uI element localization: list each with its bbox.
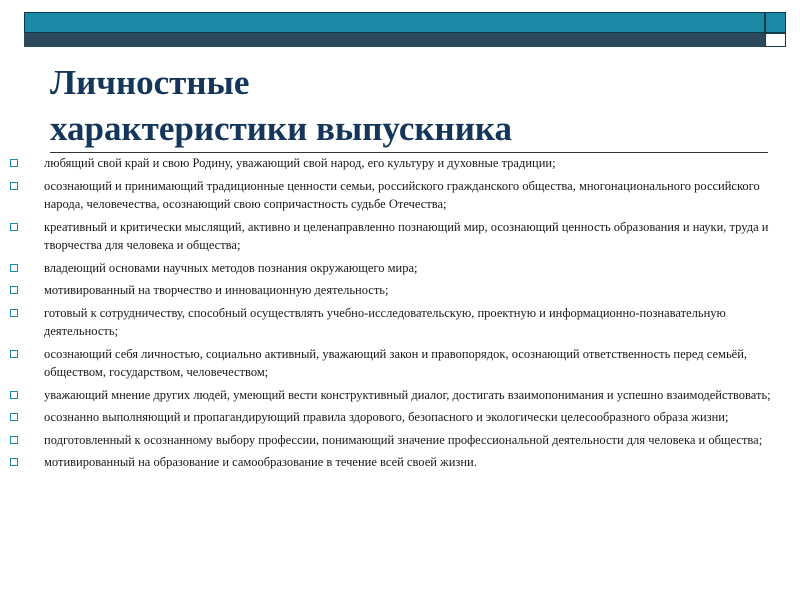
header-outline-square bbox=[765, 33, 786, 47]
square-bullet-icon bbox=[10, 391, 18, 399]
bullet-item bbox=[8, 259, 793, 278]
square-bullet-icon bbox=[10, 309, 18, 317]
square-bullet-icon bbox=[10, 413, 18, 421]
bullet-text: мотивированный на образование и самообразование в течение всей своей жизни. bbox=[44, 455, 477, 469]
title-underline bbox=[50, 152, 768, 153]
bullet-text: мотивированный на творчество и инновационную деятельность; bbox=[44, 283, 389, 297]
bullet-item bbox=[8, 154, 793, 173]
bullet-item bbox=[8, 304, 793, 341]
square-bullet-icon bbox=[10, 350, 18, 358]
bullet-item bbox=[8, 281, 793, 300]
slide-title-line-2: характеристики выпускника bbox=[50, 109, 512, 148]
bullet-item bbox=[8, 453, 793, 472]
header-teal-bar bbox=[24, 12, 765, 33]
square-bullet-icon bbox=[10, 223, 18, 231]
slide-title bbox=[50, 60, 670, 152]
square-bullet-icon bbox=[10, 264, 18, 272]
bullet-text: подготовленный к осознанному выбору профессии, понимающий значение профессиональной деятельности для человека и общества; bbox=[44, 432, 763, 447]
bullet-item bbox=[8, 408, 793, 427]
bullet-item bbox=[8, 177, 793, 214]
bullet-item bbox=[8, 218, 793, 255]
square-bullet-icon bbox=[10, 182, 18, 190]
square-bullet-icon bbox=[10, 436, 18, 444]
header-teal-square bbox=[765, 12, 786, 33]
bullet-text: владеющий основами научных методов познания окружающего мира; bbox=[44, 260, 418, 275]
bullet-text: уважающий мнение других людей, умеющий вести конструктивный диалог, достигать взаимопонимания и успешно взаимодействовать; bbox=[44, 387, 771, 402]
bullet-text: осознающий себя личностью, социально активный, уважающий закон и правопорядок, осознающий ответственность перед семьёй, обществом, государством, человечеством; bbox=[44, 346, 748, 379]
bullet-text: любящий свой край и свою Родину, уважающий свой народ, его культуру и духовные традиции; bbox=[44, 156, 556, 170]
header-dark-bar bbox=[24, 33, 765, 47]
bullet-text: осознанно выполняющий и пропагандирующий правила здорового, безопасного и экологически целесообразного образа жизни; bbox=[44, 410, 729, 424]
square-bullet-icon bbox=[10, 159, 18, 167]
bullet-text: осознающий и принимающий традиционные ценности семьи, российского гражданского общества, многонационального российского народа, человечества, осознающий свою сопричастность судьбе Отечества; bbox=[44, 178, 760, 211]
bullet-item bbox=[8, 386, 793, 405]
bullet-item bbox=[8, 431, 793, 450]
bullet-list bbox=[8, 154, 793, 476]
slide-title-line-1: Личностные bbox=[50, 63, 250, 102]
square-bullet-icon bbox=[10, 286, 18, 294]
bullet-text: креативный и критически мыслящий, активно и целенаправленно познающий мир, осознающий ценность образования и науки, труда и творчества для человека и общества; bbox=[44, 219, 769, 252]
square-bullet-icon bbox=[10, 458, 18, 466]
bullet-text: готовый к сотрудничеству, способный осуществлять учебно-исследовательскую, проектную и информационно-познавательную деятельность; bbox=[44, 305, 726, 338]
bullet-item bbox=[8, 345, 793, 382]
